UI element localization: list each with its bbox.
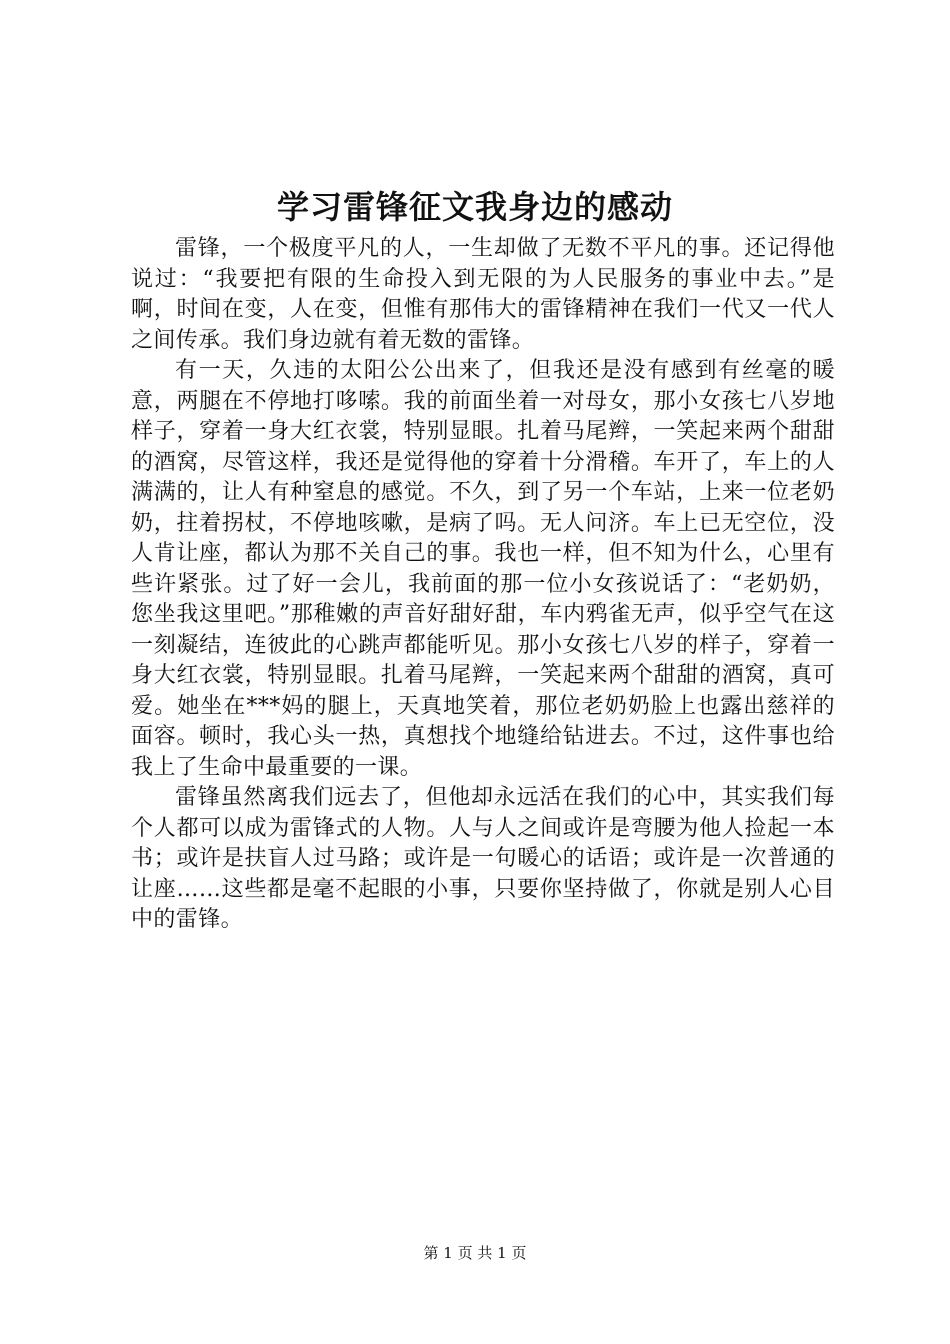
paragraph-3: 雷锋虽然离我们远去了，但他却永远活在我们的心中，其实我们每个人都可以成为雷锋式的人物。人与人之间或许是弯腰为他人捡起一本书；或许是扶盲人过马路；或许是一句暖心的话语；或许是一次普通的让座……这些都是毫不起眼的小事，只要你坚持做了，你就是别人心目中的雷锋。 [131, 785, 835, 932]
document-body [131, 234, 835, 936]
document-title: 学习雷锋征文我身边的感动 [276, 188, 673, 226]
page-number-footer: 第 1 页 共 1 页 [423, 1244, 527, 1262]
paragraph-2: 有一天，久违的太阳公公出来了，但我还是没有感到有丝毫的暖意，两腿在不停地打哆嗦。我的前面坐着一对母女，那小女孩七八岁地样子，穿着一身大红衣裳，特别显眼。扎着马尾辫，一笑起来两个甜甜的酒窝，尽管这样，我还是觉得他的穿着十分滑稽。车开了，车上的人满满的，让人有种窒息的感觉。不久，到了另一个车站，上来一位老奶奶，拄着拐杖，不停地咳嗽，是病了吗。无人问济。车上已无空位，没人肯让座，都认为那不关自己的事。我也一样，但不知为什么，心里有些许紧张。过了好一会儿，我前面的那一位小女孩说话了：“老奶奶，您坐我这里吧。”那稚嫩的声音好甜好甜，车内鸦雀无声，似乎空气在这一刻凝结，连彼此的心跳声都能听见。那小女孩七八岁的样子，穿着一身大红衣裳，特别显眼。扎着马尾辫，一笑起来两个甜甜的酒窝，真可爱。她坐在***妈的腿上，天真地笑着，那位老奶奶脸上也露出慈祥的面容。顿时，我心头一热，真想找个地缝给钻进去。不过，这件事也给我上了生命中最重要的一课。 [131, 358, 835, 780]
paragraph-1: 雷锋，一个极度平凡的人，一生却做了无数不平凡的事。还记得他说过：“我要把有限的生命投入到无限的为人民服务的事业中去。”是啊，时间在变，人在变，但惟有那伟大的雷锋精神在我们一代又一代人之间传承。我们身边就有着无数的雷锋。 [131, 236, 835, 353]
